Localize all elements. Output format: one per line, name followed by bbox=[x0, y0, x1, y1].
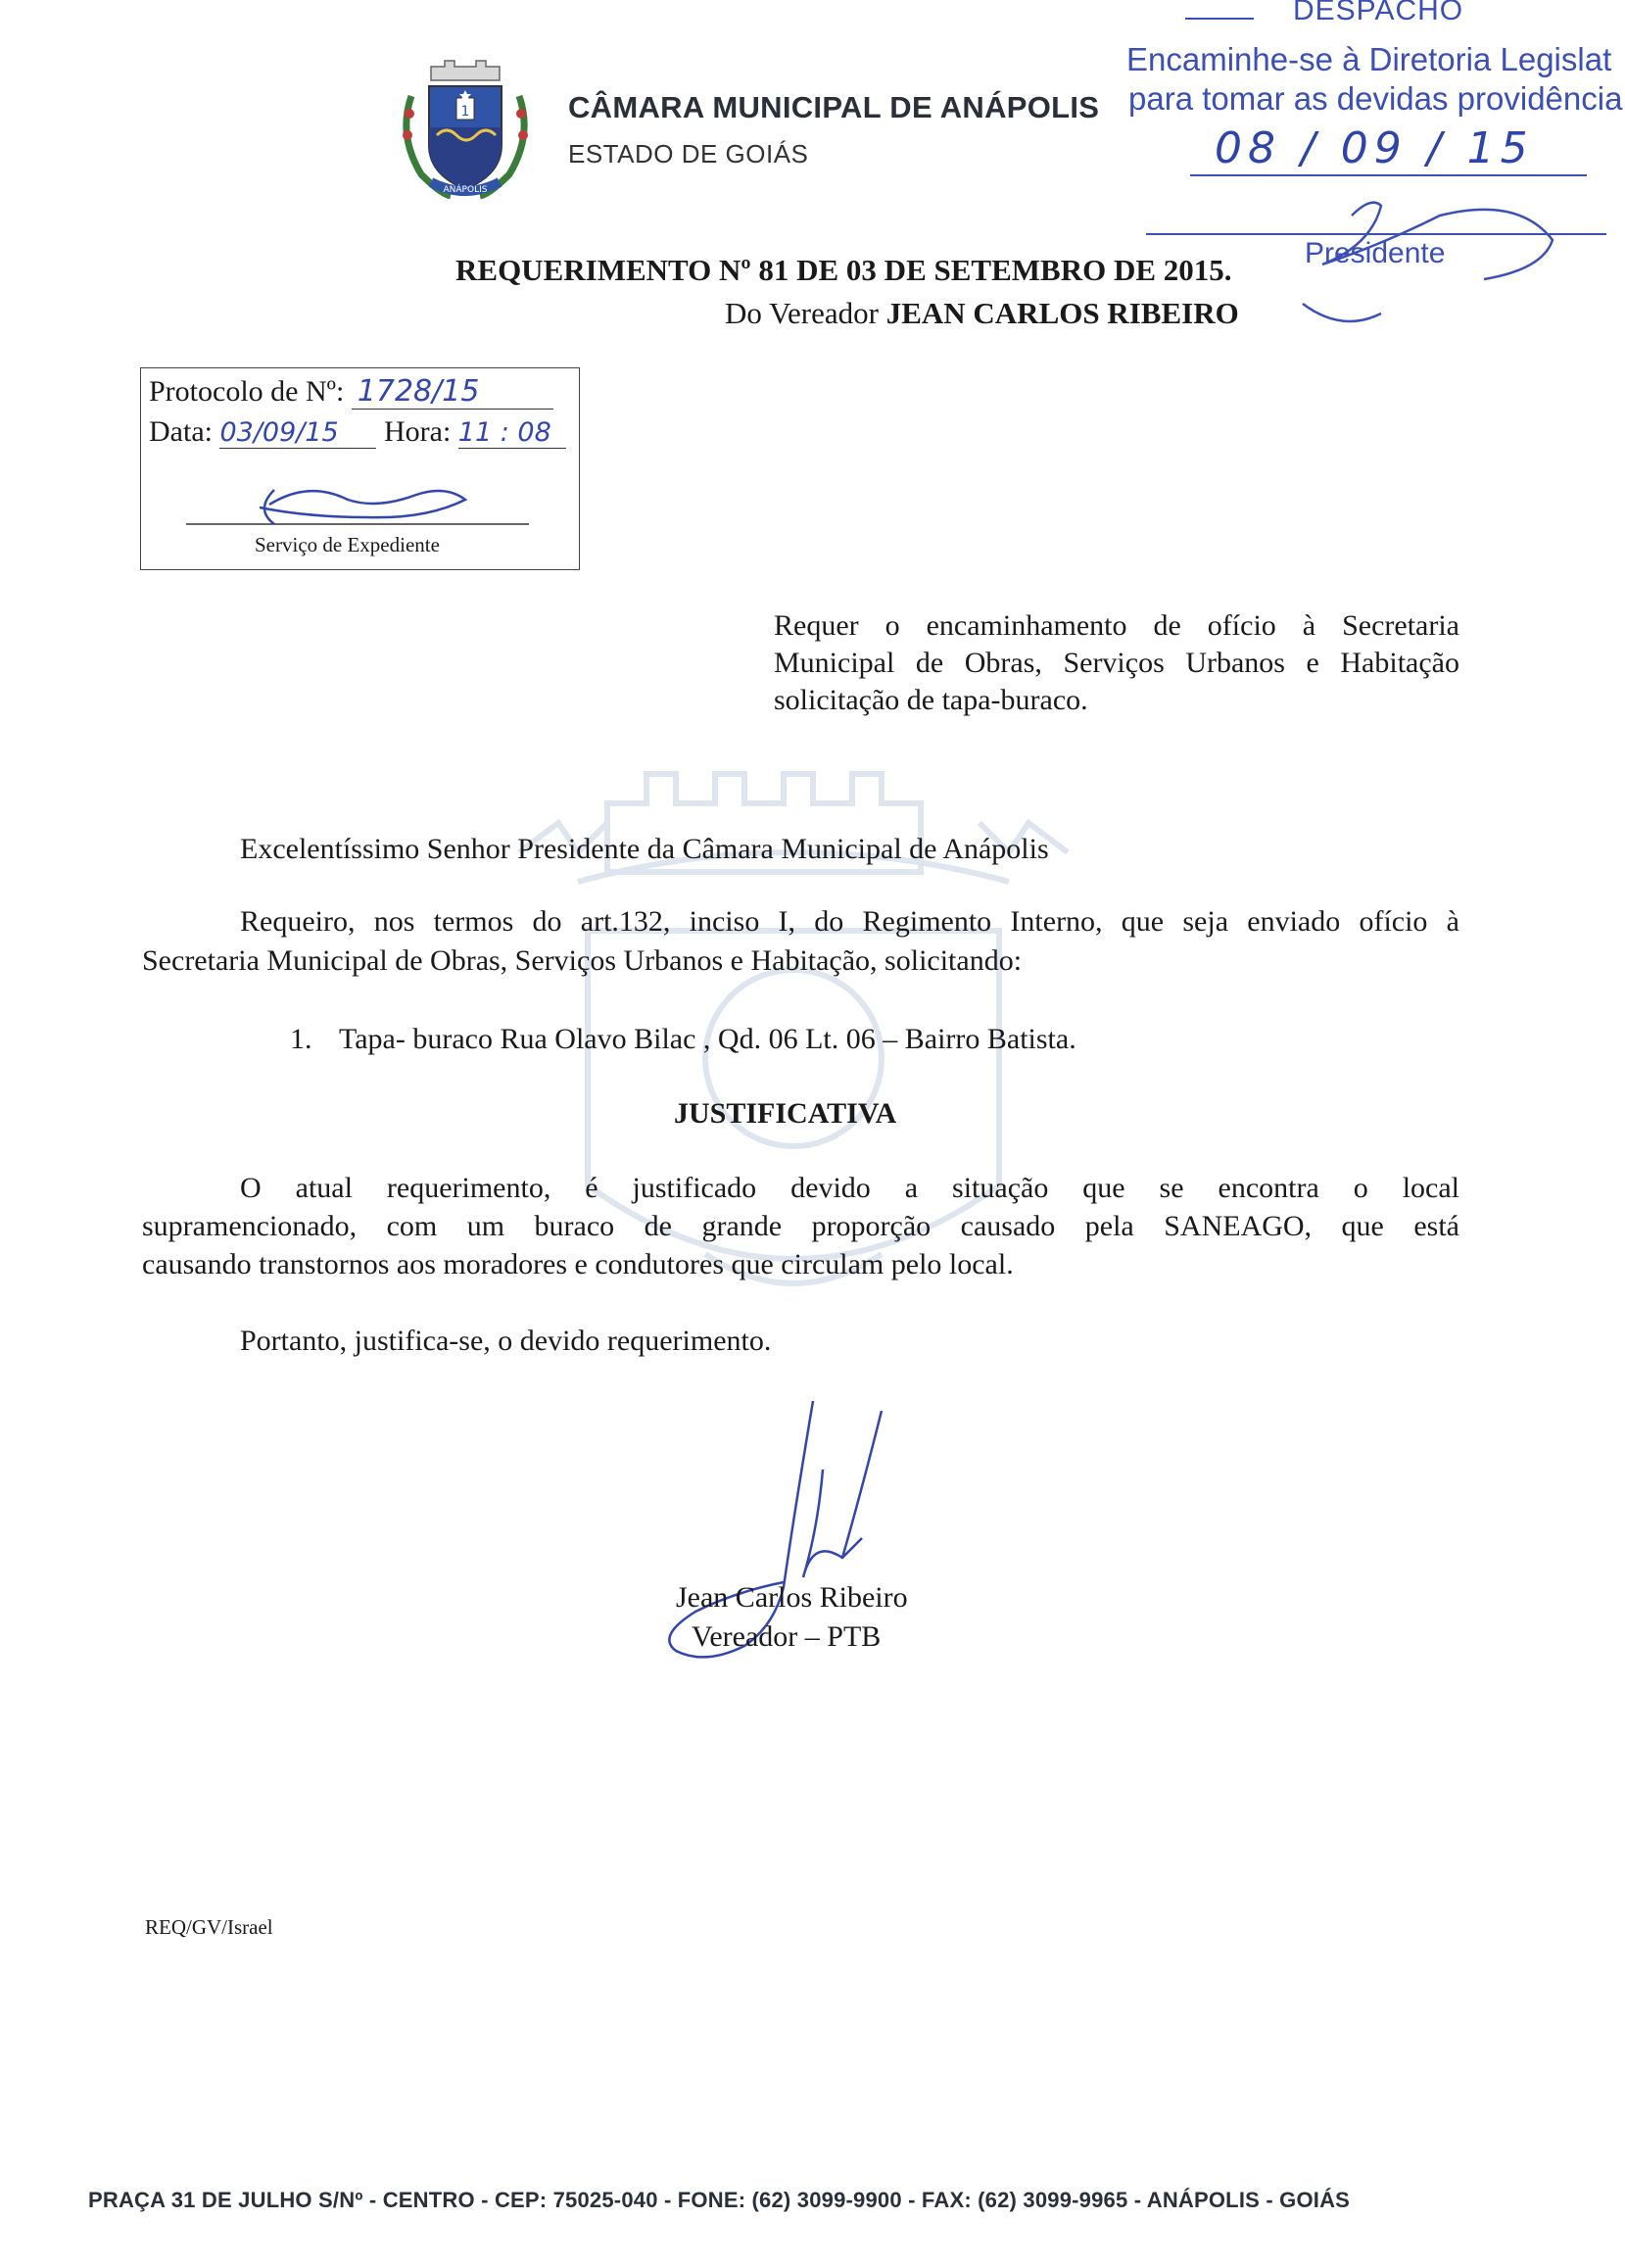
author-name: JEAN CARLOS RIBEIRO bbox=[885, 296, 1239, 330]
request-line-2: Secretaria Municipal de Obras, Serviços Urbanos e Habitação, solicitando: bbox=[142, 944, 1023, 977]
footer-address: PRAÇA 31 DE JULHO S/Nº - CENTRO - CEP: 75025-040 - FONE: (62) 3099-9900 - FAX: (62) 3099-9965 - ANÁPOLIS - GOIÁS bbox=[88, 2188, 1351, 2212]
list-item-number: 1. bbox=[290, 1023, 312, 1055]
justification-heading: JUSTIFICATIVA bbox=[674, 1097, 897, 1130]
document-author bbox=[725, 296, 1239, 331]
stamp-date: 08 / 09 / 15 bbox=[1215, 123, 1534, 173]
salutation: Excelentíssimo Senhor Presidente da Câmara Municipal de Anápolis bbox=[240, 833, 1049, 865]
institution-title: CÂMARA MUNICIPAL DE ANÁPOLIS bbox=[568, 90, 1100, 124]
protocol-date-label: Data: bbox=[149, 415, 213, 448]
svg-text:1: 1 bbox=[460, 104, 470, 120]
closing-line: Portanto, justifica-se, o devido requerimento. bbox=[240, 1325, 772, 1357]
list-item bbox=[290, 1021, 1076, 1058]
request-line-1: Requeiro, nos termos do art.132, inciso I, do Regimento Interno, que seja enviado ofício à bbox=[240, 905, 1459, 938]
protocol-time-value: 11 : 08 bbox=[458, 417, 566, 449]
protocol-caption: Serviço de Expediente bbox=[255, 533, 440, 556]
protocol-number-label: Protocolo de Nº: bbox=[149, 375, 345, 408]
justification-line-2: supramencionado, com um buraco de grande proporção causado pela SANEAGO, que está bbox=[142, 1210, 1459, 1242]
document-reference: REQ/GV/Israel bbox=[145, 1915, 273, 1939]
stamp-line-1: Encaminhe-se à Diretoria Legislat bbox=[1126, 41, 1612, 77]
justification-line-1: O atual requerimento, é justificado devido a situação que se encontra o local bbox=[240, 1172, 1459, 1204]
protocol-number-value: 1728/15 bbox=[352, 374, 553, 410]
protocol-date-value: 03/09/15 bbox=[219, 417, 376, 449]
document-title: REQUERIMENTO Nº 81 DE 03 DE SETEMBRO DE 2015. bbox=[455, 253, 1232, 287]
stamp-heading: DESPACHO bbox=[1293, 0, 1464, 26]
protocol-number-row bbox=[149, 374, 553, 410]
protocol-time-label: Hora: bbox=[383, 415, 452, 448]
list-item-text: Tapa- buraco Rua Olavo Bilac , Qd. 06 Lt. 06 – Bairro Batista. bbox=[339, 1023, 1076, 1055]
author-prefix: Do Vereador bbox=[725, 296, 879, 330]
institution-subtitle: ESTADO DE GOIÁS bbox=[568, 139, 809, 169]
request-summary: Requer o encaminhamento de ofício à Secretaria Municipal de Obras, Serviços Urbanos e Habitação solicitação de tapa-buraco. bbox=[774, 609, 1459, 716]
municipal-crest-logo bbox=[392, 57, 539, 204]
signer-role: Vereador – PTB bbox=[692, 1620, 882, 1653]
protocol-signature bbox=[186, 480, 539, 539]
stamp-dash bbox=[1185, 18, 1254, 20]
protocol-datetime-row bbox=[149, 415, 566, 449]
crest-label: ANÁPOLIS bbox=[443, 185, 488, 195]
justification-line-3: causando transtornos aos moradores e condutores que circulam pelo local. bbox=[142, 1248, 1014, 1280]
signer-name: Jean Carlos Ribeiro bbox=[676, 1581, 908, 1614]
stamp-signer: Presidente bbox=[1305, 237, 1446, 269]
stamp-date-rule bbox=[1190, 174, 1587, 176]
stamp-line-2: para tomar as devidas providência bbox=[1128, 80, 1623, 117]
